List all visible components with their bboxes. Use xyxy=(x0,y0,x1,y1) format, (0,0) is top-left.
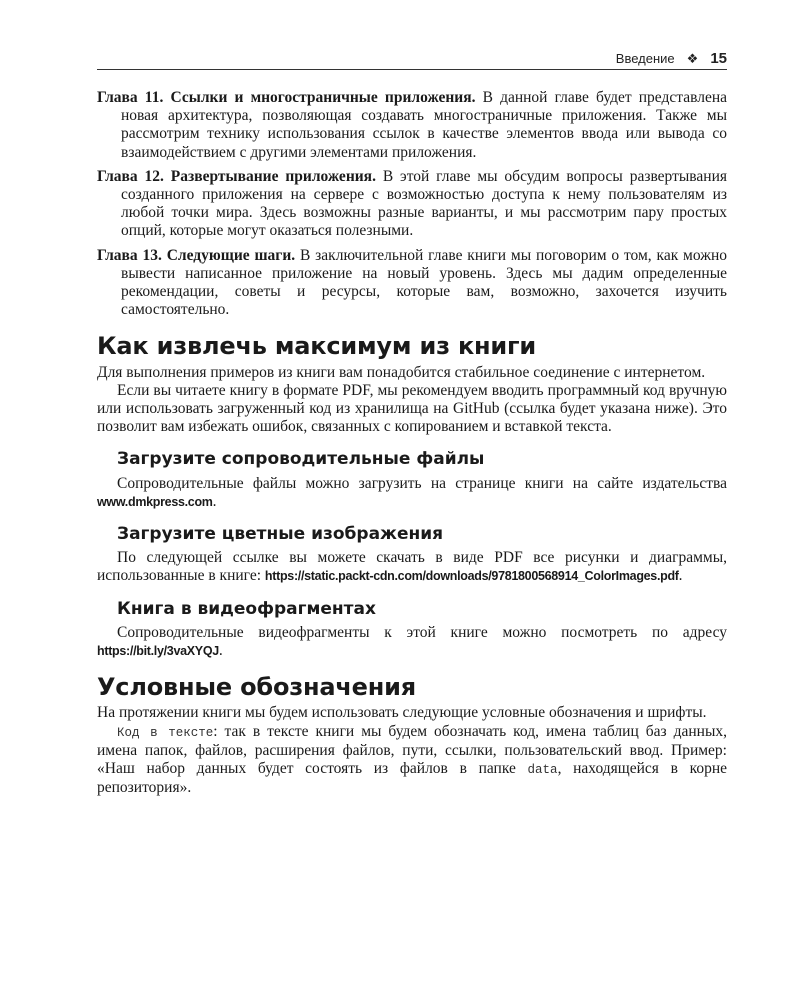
section-heading: Как извлечь максимум из книги xyxy=(97,332,537,361)
chapter-title: Глава 12. Развертывание приложения. xyxy=(97,167,376,185)
publisher-link[interactable]: www.dmkpress.com xyxy=(97,494,213,509)
paragraph xyxy=(97,624,727,660)
section-heading: Условные обозначения xyxy=(97,673,416,702)
paragraph xyxy=(97,723,727,798)
chapter-text: В этой главе мы обсудим вопросы развертывания созданного приложения на сервере с возможностью доступа к нему пользователям из любой точки мира. Здесь возможны разные варианты, и мы рассмотрим пару простых опций, которые могут оказаться полезными. xyxy=(121,167,727,240)
punctuation: . xyxy=(212,492,217,510)
header-rule xyxy=(97,69,727,70)
chapter-text: В заключительной главе книги мы поговорим о том, как можно вывести написанное приложение на новый уровень. Здесь мы дадим определенные рекомендации, советы и ресурсы, которые вам, возможно, захочется изучить самостоятельно. xyxy=(121,246,727,319)
chapter-description xyxy=(97,247,727,320)
chapter-description xyxy=(97,168,727,241)
color-images-link[interactable]: https://static.packt-cdn.com/downloads/9781800568914_ColorImages.pdf xyxy=(264,569,679,584)
running-head xyxy=(97,50,727,67)
subsection-heading: Книга в видеофрагментах xyxy=(117,598,376,619)
subsection-heading: Загрузите сопроводительные файлы xyxy=(117,449,485,470)
paragraph-text: По следующей ссылке вы можете скачать в виде PDF все рисунки и диаграммы, использованные в книге: xyxy=(97,549,727,585)
paragraph: Для выполнения примеров из книги вам понадобится стабильное соединение с интернетом. xyxy=(97,363,706,381)
video-link[interactable]: https://bit.ly/3vaXYQJ xyxy=(97,644,219,659)
ornament-icon: ❖ xyxy=(686,50,699,66)
inline-code: data xyxy=(527,763,558,778)
paragraph xyxy=(97,475,727,511)
page-number: 15 xyxy=(710,50,727,67)
punctuation: . xyxy=(218,642,223,660)
paragraph: Если вы читаете книгу в формате PDF, мы рекомендуем вводить программный код вручную или использовать загруженный код из хранилища на GitHub (ссылка будет указана ниже). Это позволит вам избежать ошибок, связанных с копированием и вставкой текста. xyxy=(97,381,727,436)
page-body xyxy=(97,89,727,798)
chapter-title: Глава 11. Ссылки и многостраничные приложения. xyxy=(97,89,476,106)
paragraph-text: Сопроводительные видеофрагменты к этой книге можно посмотреть по адресу xyxy=(117,623,727,641)
chapter-text: В данной главе будет представлена новая архитектура, позволяющая создавать многостраничные приложения. Также мы рассмотрим технику использования ссылок в качестве элементов ввода или вывода со взаимодействием с другими элементами приложения. xyxy=(121,89,727,161)
paragraph-text: : так в тексте книги мы будем обозначать код, имена таблиц баз данных, имена папок, файлов, расширения файлов, пути, ссылки, пользовательский ввод. Пример: «Наш набор данных будет состоять из файлов в папке xyxy=(97,722,727,778)
chapter-description xyxy=(97,89,727,162)
paragraph: На протяжении книги мы будем использовать следующие условные обозначения и шрифты. xyxy=(97,704,707,722)
punctuation: . xyxy=(678,567,683,585)
paragraph xyxy=(97,549,727,585)
chapter-title: Глава 13. Следующие шаги. xyxy=(97,246,296,264)
paragraph-text: , находящейся в корне репозитория». xyxy=(97,760,727,797)
inline-code: Код в тексте xyxy=(117,725,214,740)
subsection-heading: Загрузите цветные изображения xyxy=(117,524,444,545)
paragraph-text: Сопроводительные файлы можно загрузить на странице книги на сайте издательства xyxy=(117,474,727,492)
running-head-section: Введение xyxy=(615,51,675,66)
